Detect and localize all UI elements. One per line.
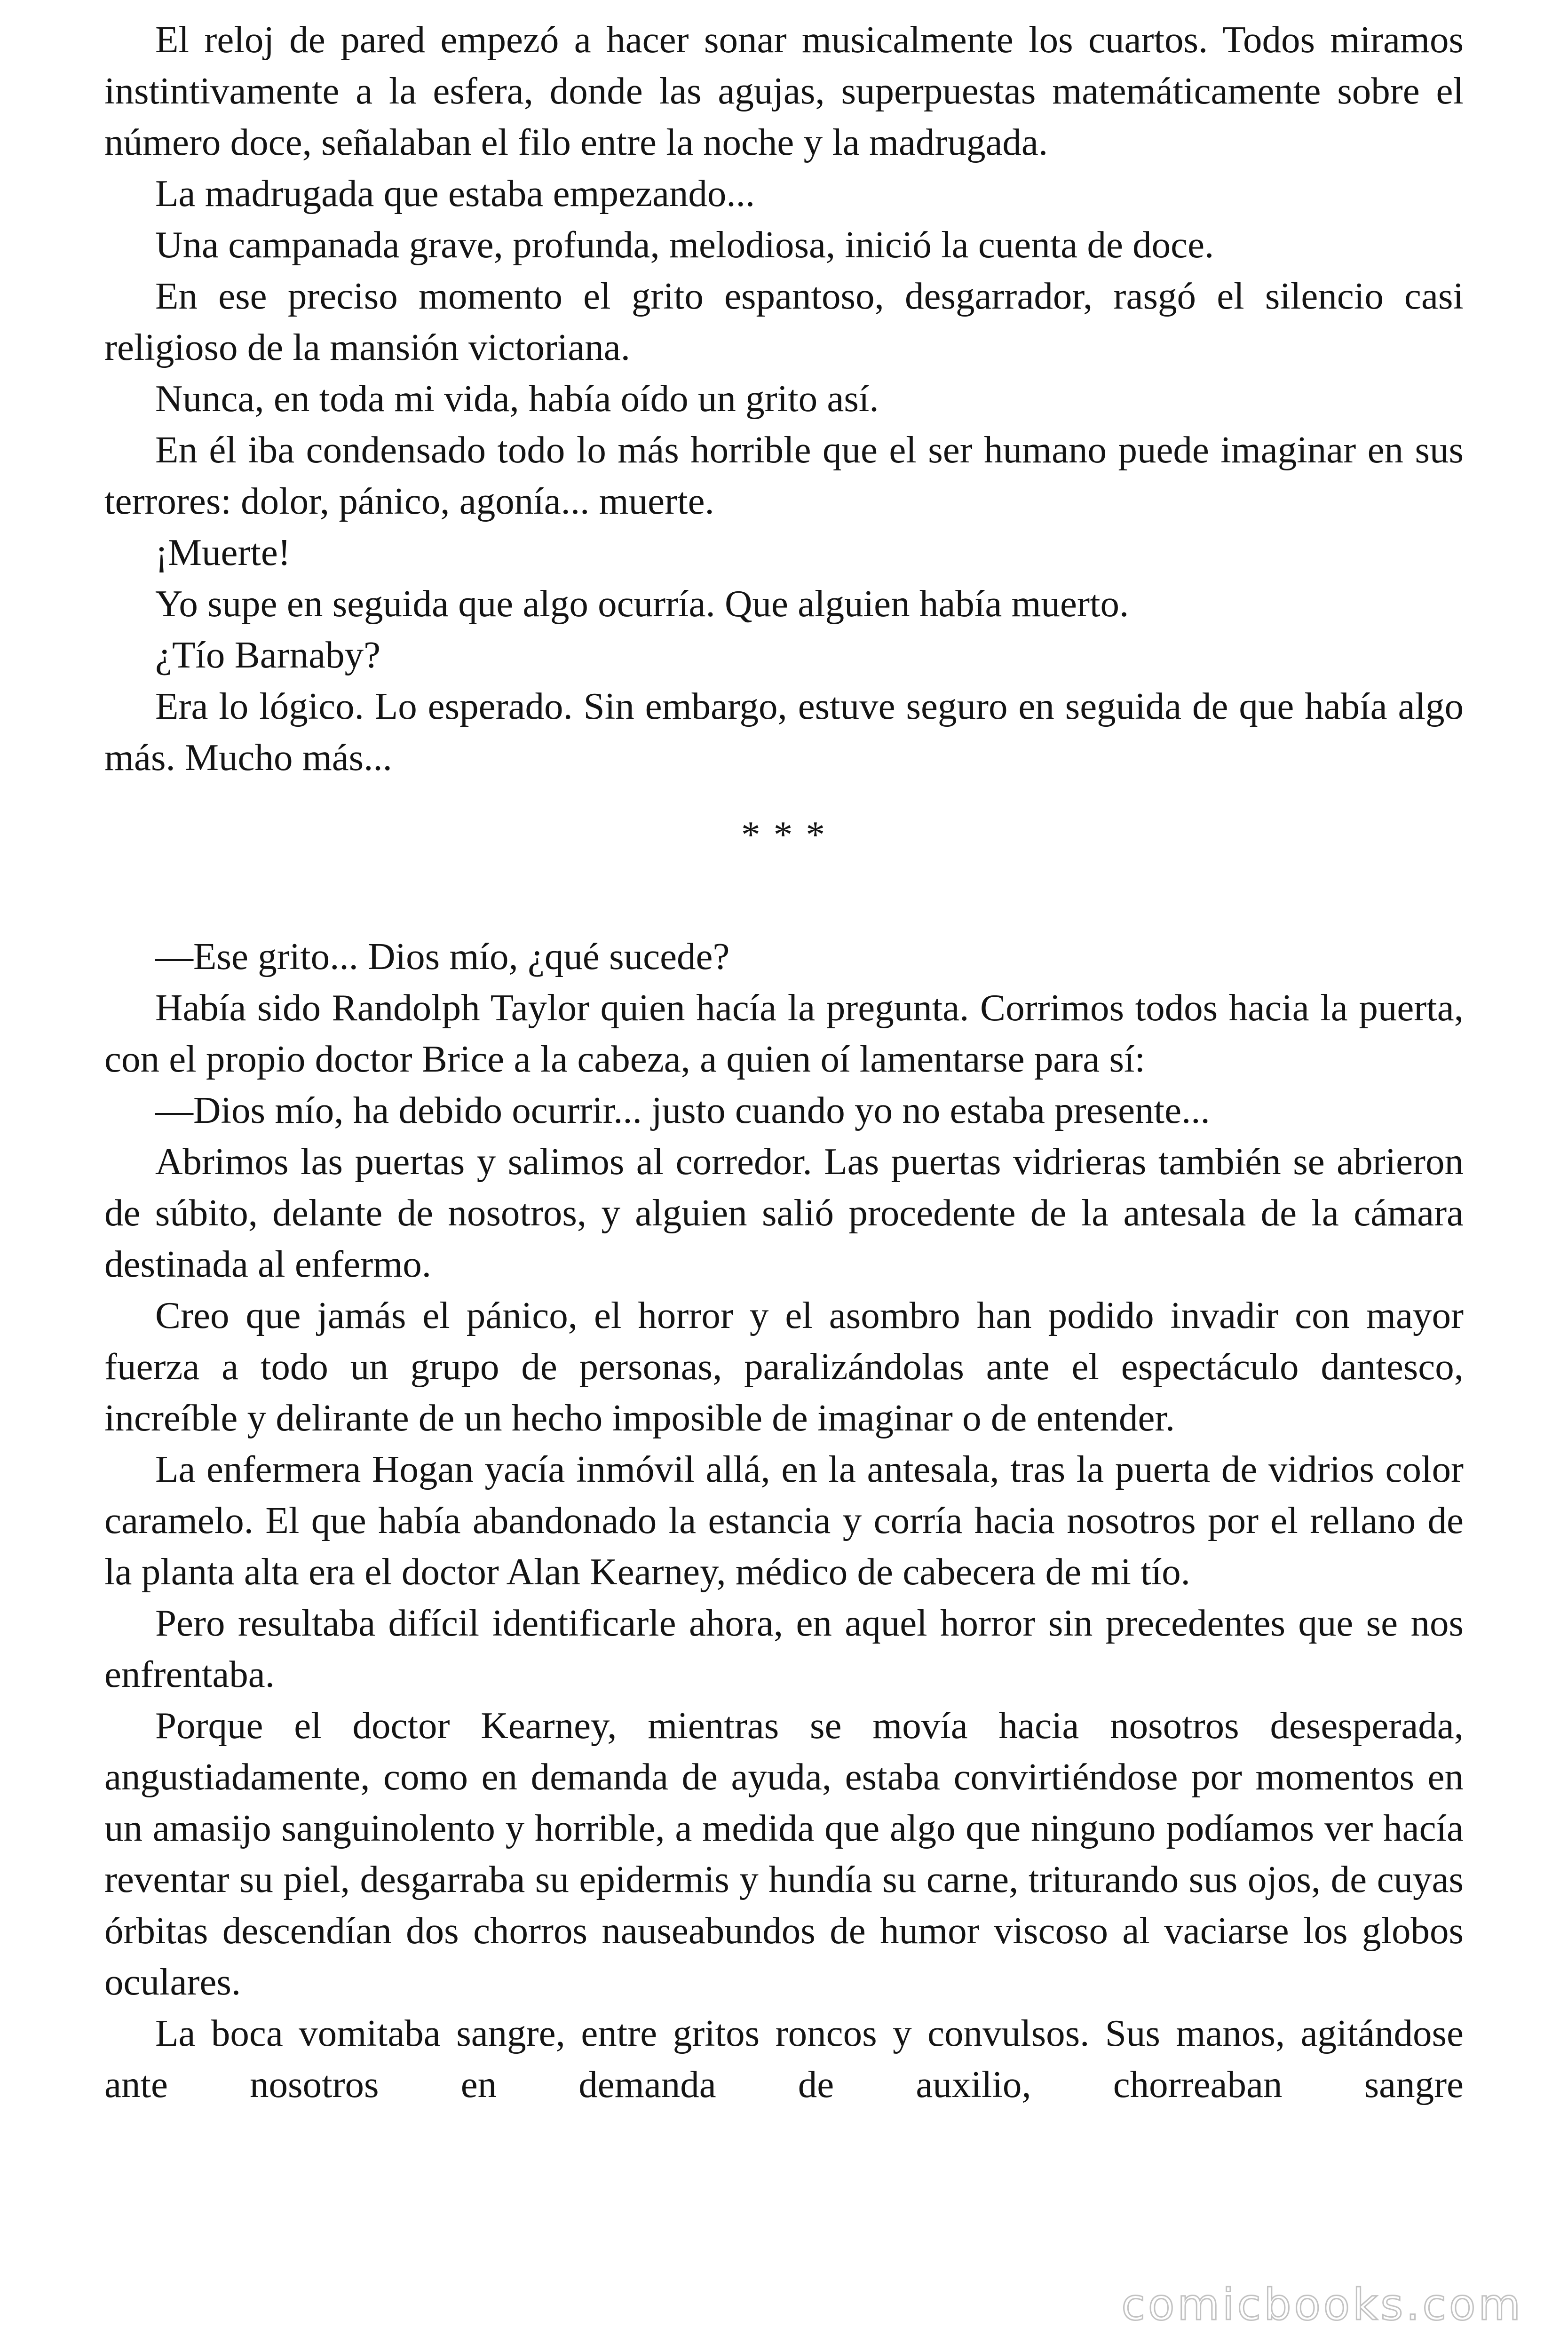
paragraph: La enfermera Hogan yacía inmóvil allá, en la antesala, tras la puerta de vidrios color caramelo. El que había abandonado la estancia y corría hacia nosotros por el rellano de la planta alta era el doctor Alan Kearney, médico de cabecera de mi tío. (104, 1448, 1464, 1593)
paragraph: Porque el doctor Kearney, mientras se movía hacia nosotros desesperada, angustiadamente, como en demanda de ayuda, estaba convirtiéndose por momentos en un amasijo sanguinolento y horrible, a medida que algo que ninguno podíamos ver hacía reventar su piel, desgarraba su epidermis y hundía su carne, triturando sus ojos, de cuyas órbitas descendían dos chorros nauseabundos de humor viscoso al vaciarse los globos oculares. (104, 1704, 1464, 2003)
paragraph: En ese preciso momento el grito espantoso, desgarrador, rasgó el silencio casi religioso de la mansión victoriana. (104, 275, 1464, 368)
paragraph: ¡Muerte! (155, 531, 291, 573)
paragraph: La boca vomitaba sangre, entre gritos roncos y convulsos. Sus manos, agitándose ante nosotros en demanda de auxilio, chorreaban sangre (104, 2012, 1464, 2106)
paragraph: El reloj de pared empezó a hacer sonar musicalmente los cuartos. Todos miramos instintivamente a la esfera, donde las agujas, superpuestas matemáticamente sobre el número doce, señalaban el filo entre la noche y la madrugada. (104, 18, 1464, 163)
paragraph: —Dios mío, ha debido ocurrir... justo cuando yo no estaba presente... (155, 1089, 1210, 1131)
paragraph: Había sido Randolph Taylor quien hacía la pregunta. Corrimos todos hacia la puerta, con el propio doctor Brice a la cabeza, a quien oí lamentarse para sí: (104, 986, 1464, 1080)
paragraph: —Ese grito... Dios mío, ¿qué sucede? (155, 935, 730, 977)
paragraph: La madrugada que estaba empezando... (155, 172, 755, 215)
paragraph: Pero resultaba difícil identificarle ahora, en aquel horror sin precedentes que se nos enfrentaba. (104, 1602, 1464, 1695)
section-break: * * * (741, 813, 827, 856)
watermark: comicbooks.com (1121, 2280, 1523, 2330)
paragraph: En él iba condensado todo lo más horrible que el ser humano puede imaginar en sus terrores: dolor, pánico, agonía... muerte. (104, 429, 1464, 522)
paragraph: ¿Tío Barnaby? (155, 634, 381, 676)
paragraph: Abrimos las puertas y salimos al corredor. Las puertas vidrieras también se abrieron de súbito, delante de nosotros, y alguien salió procedente de la antesala de la cámara destinada al enfermo. (104, 1140, 1464, 1285)
paragraph: Nunca, en toda mi vida, había oído un grito así. (155, 377, 879, 420)
paragraph: Creo que jamás el pánico, el horror y el asombro han podido invadir con mayor fuerza a todo un grupo de personas, paralizándolas ante el espectáculo dantesco, increíble y delirante de un hecho imposible de imaginar o de entender. (104, 1294, 1464, 1439)
paragraph: Yo supe en seguida que algo ocurría. Que alguien había muerto. (155, 582, 1129, 625)
page-text (104, 14, 1464, 2110)
paragraph: Era lo lógico. Lo esperado. Sin embargo, estuve seguro en seguida de que había algo más. Mucho más... (104, 685, 1464, 779)
paragraph: Una campanada grave, profunda, melodiosa, inició la cuenta de doce. (155, 223, 1214, 266)
